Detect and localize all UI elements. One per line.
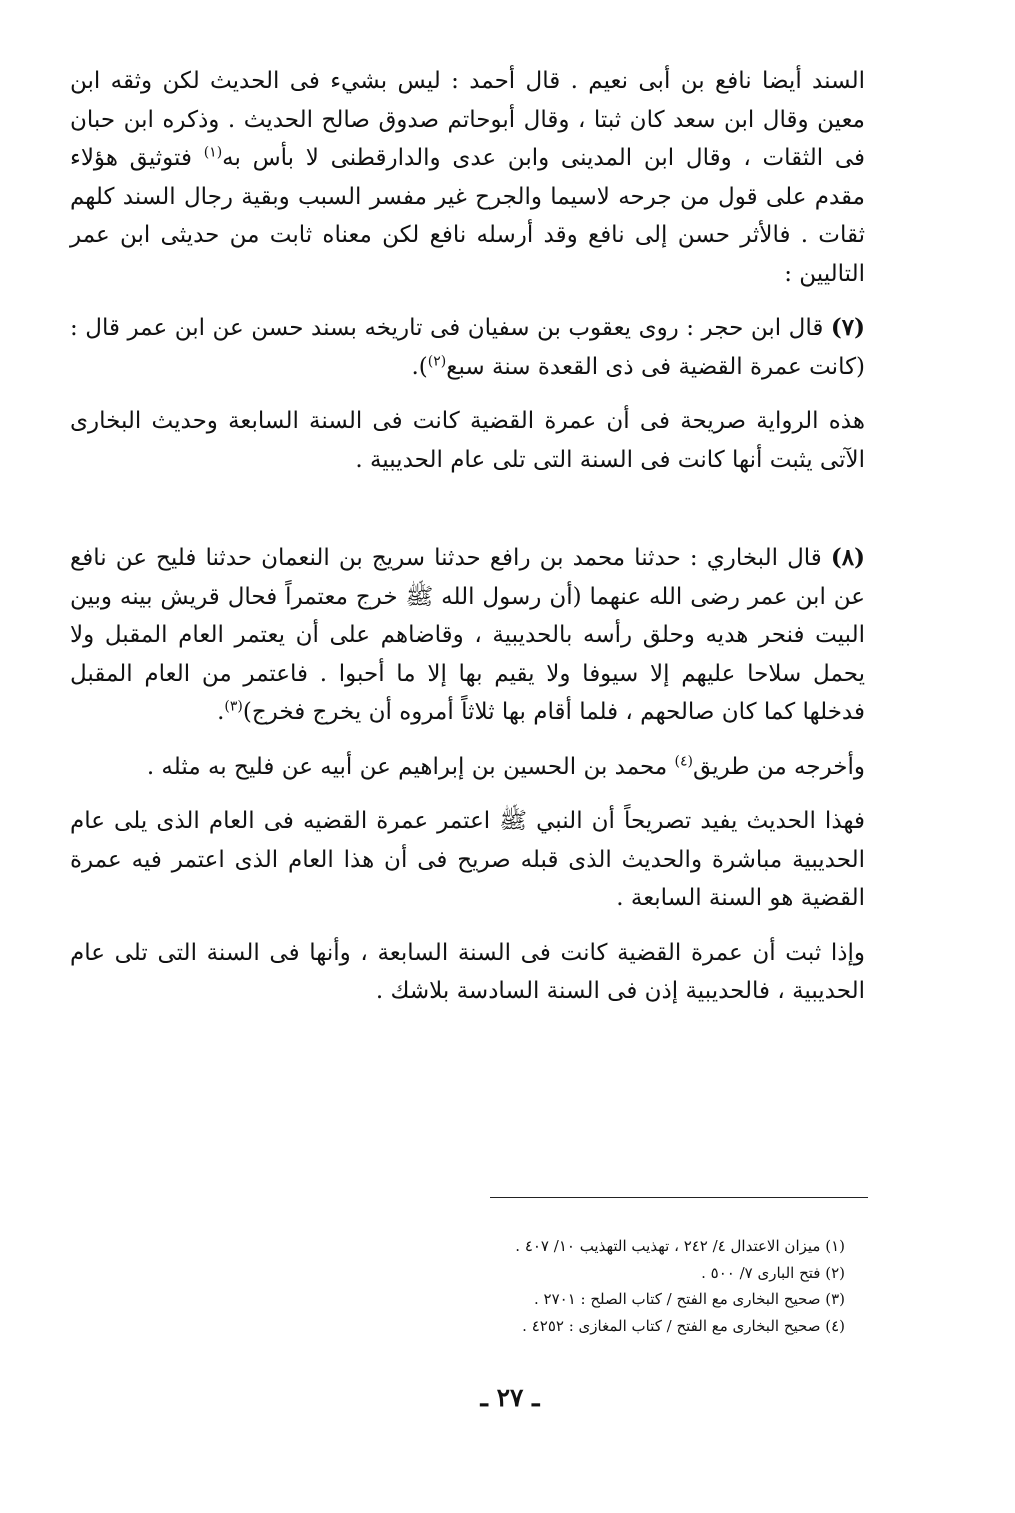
footnote-ref-4: (٤) [674, 752, 694, 769]
footnote-ref-3: (٣) [224, 698, 243, 715]
paragraph-text: السند أيضا نافع بن أبى نعيم . قال أحمد : ليس بشيء فى الحديث لكن وثقه ابن معين وقال ابن سعد كان ثبتا ، وقال أبوحاتم صدوق صالح الحديث . وذكره ابن حبان فى الثقات ، وقال ابن المدينى وابن عدى والدارقطنى لا بأس به [70, 68, 866, 171]
page-number: ـ ٢٧ ـ [480, 1383, 540, 1412]
paragraph-other-route [70, 748, 865, 787]
paragraph-text: قال ابن حجر : روى يعقوب بن سفيان فى تاريخه بسند حسن عن ابن عمر قال : (كانت عمرة القضية فى ذى القعدة سنة سبع [70, 315, 865, 380]
footnote-4: (٤) صحيح البخارى مع الفتح / كتاب المغازى : ٤٢٥٢ . [522, 1316, 845, 1335]
footnotes [425, 1233, 845, 1339]
item-number-8: (٨) [830, 544, 865, 571]
paragraph-text: قال البخاري : حدثنا محمد بن رافع حدثنا سريج بن النعمان حدثنا فليح عن نافع عن ابن عمر رضى الله عنهما (أن رسول الله ﷺ خرج معتمراً فحال قريش بينه وبين البيت فنحر هديه وحلق رأسه بالحديبية ، وقاضاهم على أن يعتمر العام المقبل ولا يحمل سلاحا عليهم إلا سيوفا ولا يقيم بها إلا ما أحبوا . فاعتمر من العام المقبل فدخلها كما كان صالحهم ، فلما أقام بها ثلاثاً أمروه أن يخرج فخرج) [70, 545, 865, 725]
paragraph-text: وأخرجه من طريق [693, 753, 865, 780]
paragraph-narration-8 [70, 539, 865, 732]
paragraph-chain-assessment [70, 62, 865, 293]
paragraph-end: ). [411, 353, 428, 380]
footnote-divider [490, 1197, 868, 1198]
paragraph-explanation: هذه الرواية صريحة فى أن عمرة القضية كانت فى السنة السابعة وحديث البخارى الآتى يثبت أنها كانت فى السنة التى تلى عام الحديبية . [70, 408, 865, 473]
footnote-ref-2: (٢) [427, 352, 447, 369]
paragraph-conclusion-2: وإذا ثبت أن عمرة القضية كانت فى السنة السابعة ، وأنها فى السنة التى تلى عام الحديبية ، فالحديبية إذن فى السنة السادسة بلاشك . [70, 939, 865, 1004]
item-number-7: (٧) [830, 314, 865, 341]
footnote-3: (٣) صحيح البخارى مع الفتح / كتاب الصلح : ٢٧٠١ . [533, 1290, 845, 1308]
footnote-ref-1: (١) [203, 144, 223, 161]
footnote-1: (١) ميزان الاعتدال ٤/ ٢٤٢ ، تهذيب التهذيب ١٠/ ٤٠٧ . [515, 1237, 845, 1255]
paragraph-text-cont: فتوثيق هؤلاء مقدم على قول من جرحه لاسيما والجرح غير مفسر السبب وبقية رجال السند كلهم ثقات . فالأثر حسن إلى نافع وقد أرسله نافع لكن معناه ثابت من حديثى ابن عمر التاليين : [70, 145, 865, 287]
paragraph-end: . [217, 699, 225, 725]
paragraph-conclusion-1: فهذا الحديث يفيد تصريحاً أن النبي ﷺ اعتمر عمرة القضيه فى العام الذى يلى عام الحديبية مباشرة والحديث الذى قبله صريح فى أن هذا العام الذى اعتمر فيه عمرة القضية هو السنة السابعة . [70, 808, 865, 911]
main-text [70, 62, 865, 1027]
footnote-2: (٢) فتح البارى ٧/ ٥٠٠ . [701, 1263, 845, 1282]
paragraph-text-cont: محمد بن الحسين بن إبراهيم عن أبيه عن فليح به مثله . [146, 753, 675, 780]
paragraph-narration-7 [70, 309, 865, 386]
